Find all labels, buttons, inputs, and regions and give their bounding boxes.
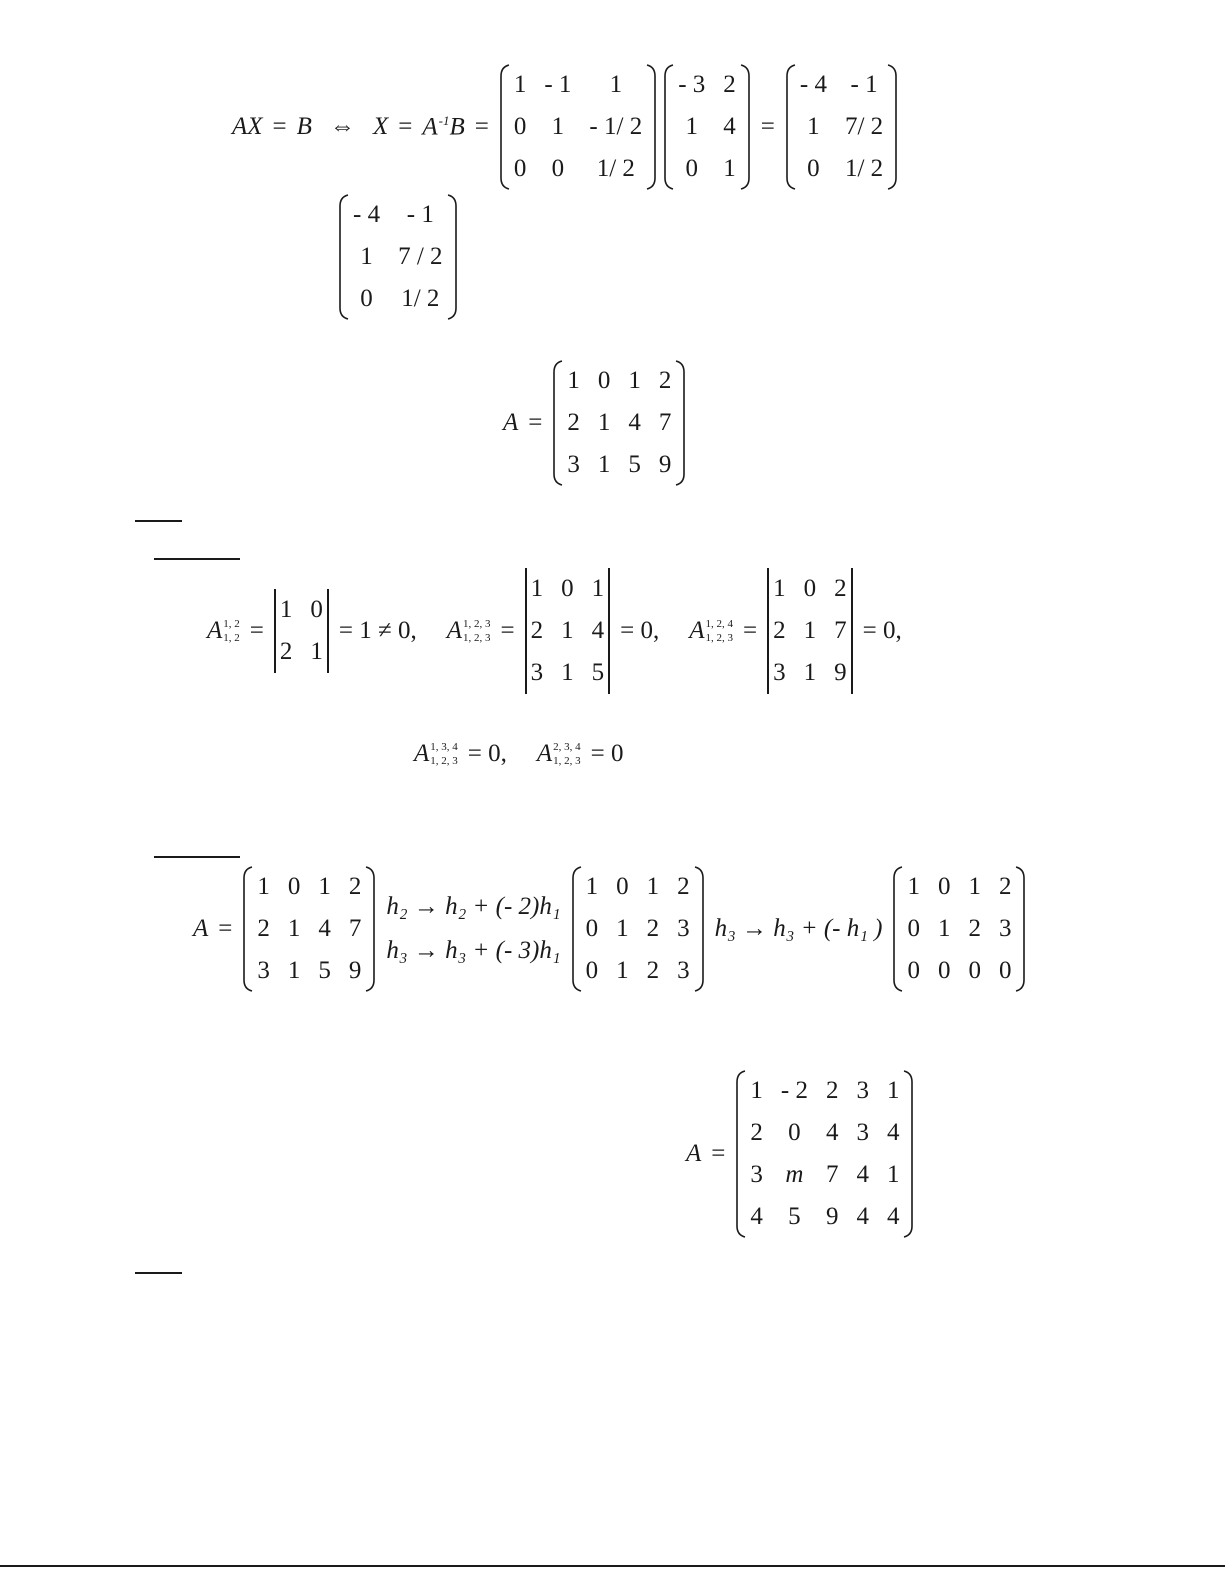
minor-5-symbol: A 2, 3, 4 1, 2, 3: [536, 740, 581, 767]
matrix-cell: 2: [646, 915, 660, 942]
matrix-cell: 9: [834, 659, 847, 686]
matrix-cell: 9: [348, 957, 362, 984]
matrix-cell: 5: [591, 659, 605, 686]
equals-sign: =: [500, 617, 515, 644]
matrix-cell: 1: [609, 71, 623, 98]
matrix-grid: [769, 568, 851, 694]
matrix-cell: 1: [513, 71, 527, 98]
matrix-cell: 2: [348, 873, 362, 900]
determinant-right-bar: [608, 568, 610, 694]
matrix-cell: 0: [616, 873, 629, 900]
row-operations-step-1: [386, 885, 560, 973]
right-paren: [646, 64, 657, 190]
matrix-cell: 1: [685, 113, 698, 140]
matrix-cell: 1/ 2: [401, 285, 440, 312]
matrix-a-inverse: [499, 64, 657, 190]
matrix-cell: 0: [968, 957, 981, 984]
matrix-cell: 2: [968, 915, 981, 942]
matrix-cell: 4: [628, 409, 641, 436]
right-paren: [365, 866, 376, 992]
matrix-cell: 5: [318, 957, 331, 984]
row-op-h3-b: h₃ → h₃ + (- h₁ ): [714, 915, 883, 942]
matrix-cell: 4: [750, 1203, 763, 1230]
matrix-cell: - 4: [799, 71, 827, 98]
left-paren: [552, 360, 563, 486]
matrix-cell: 2: [567, 409, 580, 436]
matrix-cell: 4: [318, 915, 331, 942]
matrix-a-with-m: [686, 1070, 914, 1238]
left-paren: [892, 866, 903, 992]
matrix-cell: - 2: [780, 1077, 808, 1104]
matrix-cell: 1: [616, 957, 629, 984]
matrix-cell: 1: [360, 243, 373, 270]
left-paren: [735, 1070, 746, 1238]
matrix-cell: 2: [646, 957, 660, 984]
b-term: B: [296, 113, 312, 140]
matrix-cell: 1: [287, 957, 301, 984]
a-inverse-term: $A^{-1}B$: [422, 112, 465, 141]
matrix-cell: 2: [279, 638, 293, 665]
matrix-cell: 2: [773, 617, 786, 644]
matrix-cell: 1: [886, 1161, 900, 1188]
matrix-cell: 1: [257, 873, 270, 900]
matrix-cell: - 1: [850, 71, 878, 98]
minor-4-result: = 0,: [467, 740, 507, 767]
matrix-cell: 9: [825, 1203, 839, 1230]
matrix-cell: 1: [597, 409, 611, 436]
matrix-cell: 0: [803, 575, 817, 602]
matrix-x-standalone: [338, 194, 458, 320]
row-reduction: [193, 866, 1026, 992]
matrix-cell: 1/ 2: [844, 155, 884, 182]
matrix-cell: - 1/ 2: [589, 113, 643, 140]
left-paren: [242, 866, 253, 992]
matrix-cell: 4: [856, 1161, 869, 1188]
matrix-cell: 0: [561, 575, 574, 602]
matrix-grid: [510, 64, 646, 190]
matrix-cell: 2: [998, 873, 1012, 900]
matrix-a: [552, 360, 686, 486]
a-label: A: [503, 409, 519, 436]
matrix-cell: 1: [723, 155, 736, 182]
matrix-cell: 2: [257, 915, 270, 942]
minor-3-determinant: [767, 568, 853, 694]
matrix-cell: 2: [825, 1077, 839, 1104]
matrix-cell: 1: [886, 1077, 900, 1104]
matrix-cell: 2: [723, 71, 736, 98]
section-underline-1: [135, 520, 182, 522]
minor-3-result: = 0,: [862, 617, 902, 644]
matrix-a-step-1: [571, 866, 705, 992]
right-paren: [1015, 866, 1026, 992]
matrix-cell: 2: [677, 873, 690, 900]
matrix-grid: [527, 568, 609, 694]
matrix-grid: [674, 64, 740, 190]
matrix-cell: 4: [886, 1203, 900, 1230]
matrix-cell: 1: [561, 659, 574, 686]
matrix-cell: 0: [907, 957, 920, 984]
matrix-x-result: [785, 64, 898, 190]
matrix-cell: 0: [937, 957, 951, 984]
matrix-a-definition: [503, 360, 686, 486]
matrix-cell: 5: [788, 1203, 801, 1230]
equals-sign: =: [528, 409, 543, 436]
matrix-cell: 7: [834, 617, 847, 644]
page-bottom-rule: [0, 1565, 1225, 1567]
matrix-cell: 7/ 2: [844, 113, 884, 140]
matrix-cell: 0: [807, 155, 820, 182]
minors-equation: [207, 568, 912, 694]
matrix-cell: 0: [513, 155, 527, 182]
matrix-cell: 1: [628, 367, 641, 394]
left-paren: [499, 64, 510, 190]
row-op-h2: h₂ → h₂ + (- 2)h₁: [386, 893, 561, 920]
matrix-cell: 3: [773, 659, 786, 686]
matrix-cell: 0: [685, 155, 698, 182]
row-op-h3: h₃ → h₃ + (- 3)h₁: [386, 937, 561, 964]
matrix-cell: 1: [551, 113, 565, 140]
matrix-cell: 9: [658, 451, 672, 478]
matrix-cell: 3: [257, 957, 270, 984]
matrix-cell: 0: [937, 873, 951, 900]
matrix-cell: 3: [856, 1119, 869, 1146]
matrix-cell: 0: [597, 367, 611, 394]
matrix-grid: [253, 866, 365, 992]
matrix-cell: - 1: [406, 201, 434, 228]
matrix-cell: 1: [597, 451, 611, 478]
matrix-grid: [276, 589, 327, 673]
matrix-cell: 3: [750, 1161, 763, 1188]
matrix-grid: [349, 194, 447, 320]
matrix-cell: 0: [513, 113, 527, 140]
matrix-cell: 7 / 2: [398, 243, 443, 270]
matrix-cell: 4: [723, 113, 736, 140]
equation-ax-b: [232, 64, 898, 190]
minor-1-symbol: A 1, 2 1, 2: [207, 617, 240, 644]
matrix-cell: 1: [561, 617, 574, 644]
matrix-cell: 1: [907, 873, 920, 900]
matrix-cell: 3: [530, 659, 544, 686]
minor-2-result: = 0,: [620, 617, 660, 644]
matrix-cell: 0: [310, 596, 323, 623]
matrix-cell: 1: [803, 659, 817, 686]
minor-1-result: = 1 ≠ 0,: [338, 617, 417, 644]
right-paren: [887, 64, 898, 190]
matrix-cell: 1: [530, 575, 544, 602]
right-paren: [447, 194, 458, 320]
matrix-cell: 1: [318, 873, 331, 900]
section-underline-2: [154, 558, 240, 560]
equals-sign: =: [398, 113, 413, 140]
matrix-a-parametric: [735, 1070, 914, 1238]
matrix-cell: 2: [750, 1119, 763, 1146]
equals-sign: =: [760, 113, 775, 140]
matrix-b: [663, 64, 751, 190]
matrix-cell: 0: [998, 957, 1012, 984]
matrix-cell: - 3: [678, 71, 706, 98]
matrix-cell: 1: [310, 638, 323, 665]
matrix-cell: 5: [628, 451, 641, 478]
matrix-cell: 1: [773, 575, 786, 602]
matrix-cell: 7: [658, 409, 672, 436]
row-operations-step-2: [715, 907, 883, 951]
matrix-cell: 4: [825, 1119, 839, 1146]
a-label: A: [193, 915, 209, 942]
matrix-cell: 1: [591, 575, 605, 602]
matrix-cell: 2: [530, 617, 544, 644]
matrix-cell: 7: [825, 1161, 839, 1188]
matrix-cell: 1/ 2: [596, 155, 635, 182]
left-paren: [571, 866, 582, 992]
equals-sign: =: [743, 617, 758, 644]
equals-sign: =: [272, 113, 287, 140]
minor-2-symbol: A 1, 2, 3 1, 2, 3: [446, 617, 491, 644]
matrix-cell: 4: [856, 1203, 869, 1230]
right-paren: [694, 866, 705, 992]
matrix-grid: [746, 1070, 903, 1238]
matrix-cell: 0: [907, 915, 920, 942]
left-paren: [663, 64, 674, 190]
matrix-cell: 1: [279, 596, 293, 623]
matrix-grid: [563, 360, 675, 486]
remaining-minors: [414, 740, 634, 768]
matrix-cell: - 1: [544, 71, 572, 98]
matrix-cell: 3: [677, 957, 690, 984]
equals-sign: =: [218, 915, 233, 942]
matrix-cell: 0: [788, 1119, 801, 1146]
matrix-a-step-0: [242, 866, 376, 992]
equals-sign: =: [711, 1140, 726, 1167]
matrix-cell: 1: [937, 915, 951, 942]
matrix-cell: 0: [360, 285, 373, 312]
equals-sign: =: [474, 113, 489, 140]
determinant-right-bar: [327, 589, 329, 673]
left-paren: [785, 64, 796, 190]
a-label: A: [686, 1140, 702, 1167]
matrix-grid: [903, 866, 1015, 992]
matrix-cell: 1: [646, 873, 660, 900]
minor-4-symbol: A 1, 3, 4 1, 2, 3: [414, 740, 458, 767]
section-underline-3: [154, 856, 240, 858]
iff-symbol: ⇔: [329, 113, 355, 140]
matrix-cell: 7: [348, 915, 362, 942]
matrix-cell: 0: [585, 957, 599, 984]
matrix-cell: 2: [834, 575, 847, 602]
matrix-x: [338, 194, 458, 320]
section-underline-4: [135, 1272, 182, 1274]
matrix-cell: 1: [807, 113, 820, 140]
ax-term: AX: [232, 113, 263, 140]
minor-3-symbol: A 1, 2, 4 1, 2, 3: [689, 617, 733, 644]
matrix-cell: 1: [616, 915, 629, 942]
x-term: X: [372, 113, 389, 140]
equals-sign: =: [249, 617, 264, 644]
matrix-cell: - 4: [353, 201, 381, 228]
matrix-cell: 0: [287, 873, 301, 900]
matrix-cell: 1: [803, 617, 817, 644]
matrix-cell: m: [785, 1161, 804, 1188]
minor-1-determinant: [274, 589, 329, 673]
matrix-cell: 3: [677, 915, 690, 942]
matrix-cell: 1: [585, 873, 599, 900]
matrix-grid: [582, 866, 694, 992]
matrix-cell: 1: [968, 873, 981, 900]
matrix-cell: 1: [750, 1077, 763, 1104]
minor-2-determinant: [525, 568, 611, 694]
matrix-cell: 4: [886, 1119, 900, 1146]
right-paren: [903, 1070, 914, 1238]
matrix-a-step-2: [892, 866, 1026, 992]
matrix-cell: 3: [998, 915, 1012, 942]
matrix-cell: 0: [551, 155, 565, 182]
matrix-grid: [796, 64, 887, 190]
right-paren: [740, 64, 751, 190]
minor-5-result: = 0: [590, 740, 624, 767]
matrix-cell: 3: [567, 451, 580, 478]
matrix-cell: 3: [856, 1077, 869, 1104]
matrix-cell: 4: [591, 617, 605, 644]
right-paren: [675, 360, 686, 486]
matrix-cell: 0: [585, 915, 599, 942]
determinant-right-bar: [851, 568, 853, 694]
matrix-cell: 2: [658, 367, 672, 394]
matrix-cell: 1: [287, 915, 301, 942]
matrix-cell: 1: [567, 367, 580, 394]
left-paren: [338, 194, 349, 320]
